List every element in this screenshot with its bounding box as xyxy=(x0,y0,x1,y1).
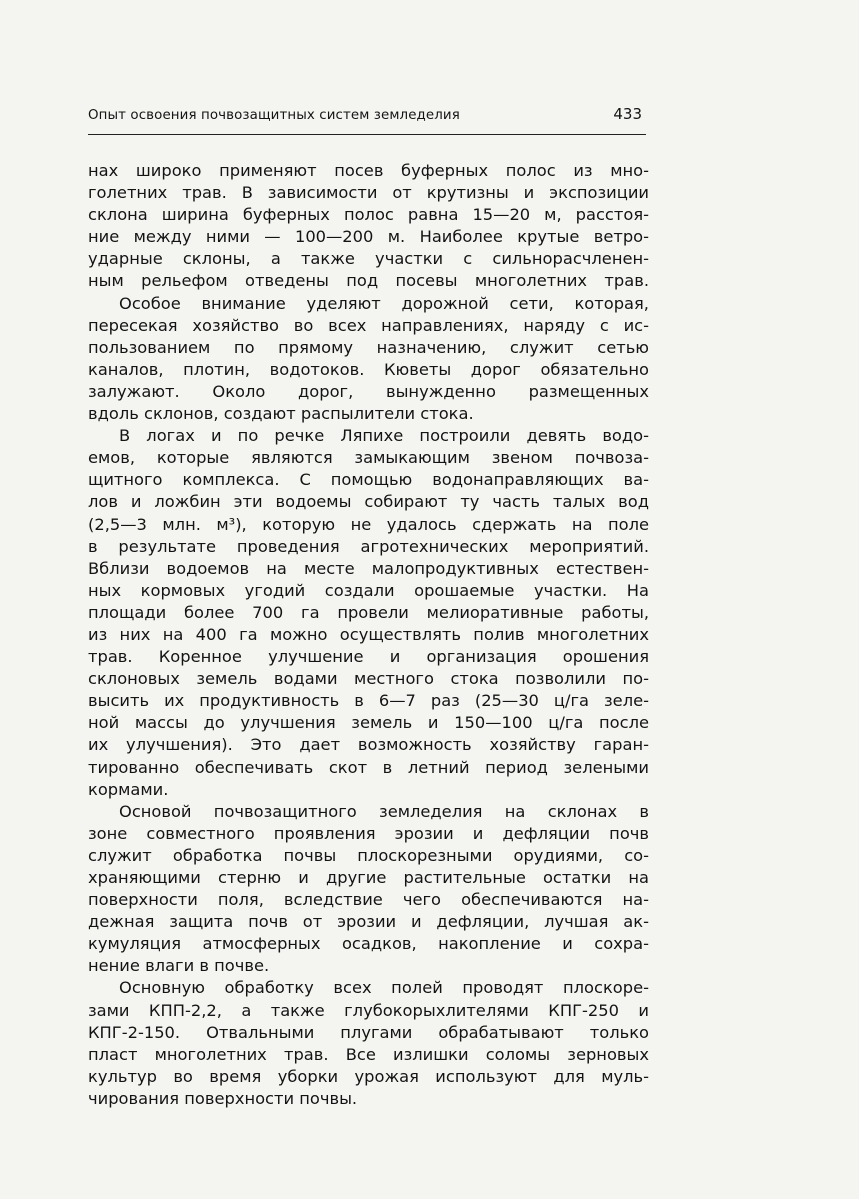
paragraph-5 xyxy=(88,977,649,1110)
text-line: зами КПП-2,2, а также глубокорыхлителями КПГ-250 и xyxy=(88,1000,649,1020)
text-line: ударные склоны, а также участки с сильнорасчленен- xyxy=(88,249,649,269)
paragraph-2 xyxy=(88,293,649,426)
text-line: щитного комплекса. С помощью водонаправляющих ва- xyxy=(88,470,649,490)
text-line: КПГ-2-150. Отвальными плугами обрабатывают только xyxy=(88,1022,649,1042)
text-line: нах широко применяют посев буферных полос из мно- xyxy=(88,161,649,180)
text-line: дежная защита почв от эрозии и дефляции, лучшая ак- xyxy=(88,912,649,932)
text-line: вдоль склонов, создают распылители стока. xyxy=(88,404,474,424)
text-line: склоновых земель водами местного стока позволили по- xyxy=(88,669,649,689)
running-header xyxy=(88,105,646,129)
header-rule xyxy=(88,134,646,135)
text-line: в результате проведения агротехнических мероприятий. xyxy=(88,536,649,556)
running-head-title: Опыт освоения почвозащитных систем земледелия xyxy=(88,108,460,123)
text-line: пересекая хозяйство во всех направлениях, наряду с ис- xyxy=(88,315,649,335)
text-line: из них на 400 га можно осуществлять полив многолетних xyxy=(88,624,649,644)
paragraph-4 xyxy=(88,801,649,978)
text-line: служит обработка почвы плоскорезными орудиями, со- xyxy=(88,845,649,865)
text-line: Основой почвозащитного земледелия на склонах в xyxy=(119,801,649,821)
text-line: лов и ложбин эти водоемы собирают ту часть талых вод xyxy=(88,492,649,512)
text-line: (2,5—3 млн. м³), которую не удалось сдержать на поле xyxy=(88,514,649,534)
text-line: пласт многолетних трав. Все излишки соломы зерновых xyxy=(88,1044,649,1064)
paragraph-1 xyxy=(88,160,649,293)
text-line: культур во время уборки урожая используют для муль- xyxy=(88,1066,649,1086)
text-line: ных кормовых угодий создали орошаемые участки. На xyxy=(88,580,649,600)
text-line: тированно обеспечивать скот в летний период зелеными xyxy=(88,757,649,777)
text-line: высить их продуктивность в 6—7 раз (25—30 ц/га зеле- xyxy=(88,691,649,711)
text-line: пользованием по прямому назначению, служит сетью xyxy=(88,337,649,357)
paragraph-3 xyxy=(88,425,649,801)
text-line: зоне совместного проявления эрозии и дефляции почв xyxy=(88,823,649,843)
text-line: ние между ними — 100—200 м. Наиболее крутые ветро- xyxy=(88,227,649,247)
text-line: поверхности поля, вследствие чего обеспечиваются на- xyxy=(88,890,649,910)
text-line: нение влаги в почве. xyxy=(88,956,270,976)
text-line: залужают. Около дорог, вынужденно размещенных xyxy=(88,381,649,401)
text-line: их улучшения). Это дает возможность хозяйству гаран- xyxy=(88,735,649,755)
text-line: площади более 700 га провели мелиоративные работы, xyxy=(88,602,649,622)
text-line: склона ширина буферных полос равна 15—20 м, расстоя- xyxy=(88,205,649,225)
text-line: В логах и по речке Ляпихе построили девять водо- xyxy=(119,426,649,446)
text-line: ной массы до улучшения земель и 150—100 ц/га после xyxy=(88,713,649,733)
text-line: храняющими стерню и другие растительные остатки на xyxy=(88,868,649,887)
text-line: Основную обработку всех полей проводят плоскоре- xyxy=(119,978,649,998)
text-line: кумуляция атмосферных осадков, накопление и сохра- xyxy=(88,934,649,954)
text-line: ным рельефом отведены под посевы многолетних трав. xyxy=(88,271,649,291)
text-line: чирования поверхности почвы. xyxy=(88,1088,358,1108)
text-line: каналов, плотин, водотоков. Кюветы дорог обязательно xyxy=(88,359,649,379)
page-number: 433 xyxy=(613,105,642,123)
text-line: кормами. xyxy=(88,779,169,799)
text-line: Вблизи водоемов на месте малопродуктивных естествен- xyxy=(88,558,649,578)
text-line: голетних трав. В зависимости от крутизны и экспозиции xyxy=(88,183,649,203)
body-text xyxy=(88,160,649,1110)
text-line: трав. Коренное улучшение и организация орошения xyxy=(88,647,649,667)
text-line: емов, которые являются замыкающим звеном почвоза- xyxy=(88,448,649,468)
text-line: Особое внимание уделяют дорожной сети, которая, xyxy=(119,293,649,313)
